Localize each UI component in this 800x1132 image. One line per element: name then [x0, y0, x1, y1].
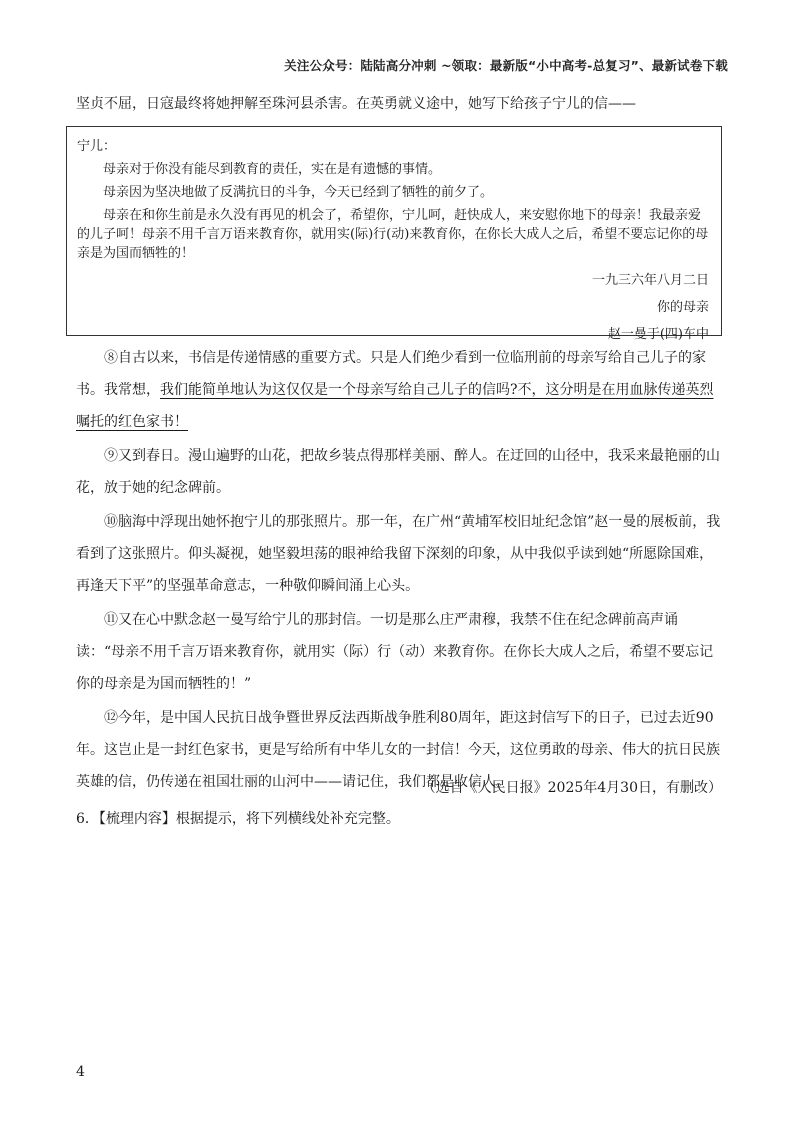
intro-paragraph: 坚贞不屈，日寇最终将她押解至珠河县杀害。在英勇就义途中，她写下给孩子宁儿的信—— — [76, 96, 636, 112]
page-number: 4 — [76, 1064, 85, 1080]
paragraph-9: ⑨又到春日。漫山遍野的山花，把故乡装点得那样美丽、醉人。在迂回的山径中，我采来最艳丽的山花，放于她的纪念碑前。 — [76, 448, 720, 496]
paragraph-10: ⑩脑海中浮现出她怀抱宁儿的那张照片。那一年，在广州“黄埔军校旧址纪念馆”赵一曼的展板前，我看到了这张照片。仰头凝视，她坚毅坦荡的眼神给我留下深刻的印象，从中我似乎读到她“所愿除国难，再逢天下平”的坚强革命意志，一种敬仰瞬间涌上心头。 — [76, 514, 721, 594]
paragraph-8 — [76, 342, 726, 438]
article-body — [76, 342, 726, 800]
intro-block — [76, 92, 726, 116]
paragraph-11: ⑪又在心中默念赵一曼写给宁儿的那封信。一切是那么庄严肃穆，我禁不住在纪念碑前高声诵读：“母亲不用千言万语来教育你，就用实（际）行（动）来教育你。在你长大成人之后，希望不要忘记你的母亲是为国而牺牲的！” — [76, 612, 714, 692]
letter-line-1: 母亲对于你没有能尽到教育的责任，实在是有遗憾的事情。 — [103, 162, 442, 177]
paragraph-8-underlined: 我们能简单地认为这仅仅是一个母亲写给自己儿子的信吗?不，这分明是在用血脉传递英烈嘱托的红色家书！ — [76, 382, 714, 430]
letter-line-2: 母亲因为坚决地做了反满抗日的斗争，今天已经到了牺牲的前夕了。 — [103, 185, 494, 200]
letter-signature: 赵一曼于(四)车中 — [607, 327, 709, 342]
source-citation: （选自《人民日报》2025年4月30日，有删改） — [421, 780, 722, 796]
paragraph-12: ⑫今年，是中国人民抗日战争暨世界反法西斯战争胜利80周年，距这封信写下的日子，已过去近90年。这岂止是一封红色家书，更是写给所有中华儿女的一封信！今天，这位勇敢的母亲、伟大的抗日民族英雄的信，仍传递在祖国壮丽的山河中——请记住，我们都是收信人。 — [76, 710, 720, 790]
letter-closing: 你的母亲 — [656, 300, 709, 315]
letter-line-3: 母亲在和你生前是永久没有再见的机会了，希望你，宁儿呵，赶快成人，来安慰你地下的母亲！我最亲爱的儿子呵！母亲不用千言万语来教育你，就用实(际)行(动)来教育你，在你长大成人之后，希望不要忘记你的母亲是为国而牺牲的！ — [77, 208, 709, 261]
letter-box — [66, 126, 722, 342]
page-header: 关注公众号：陆陆高分冲刺 ~领取：最新版“小中高考-总复习”、最新试卷下载 — [284, 58, 728, 73]
question-6: 6．【梳理内容】根据提示，将下列横线处补充完整。 — [76, 811, 400, 827]
letter-date: 一九三六年八月二日 — [591, 273, 709, 288]
paragraph-8-text: ⑧自古以来，书信是传递情感的重要方式。只是人们绝少看到一位临刑前的母亲写给自己儿子的家书。我常想， — [76, 350, 706, 398]
letter-salutation: 宁儿： — [77, 139, 117, 154]
